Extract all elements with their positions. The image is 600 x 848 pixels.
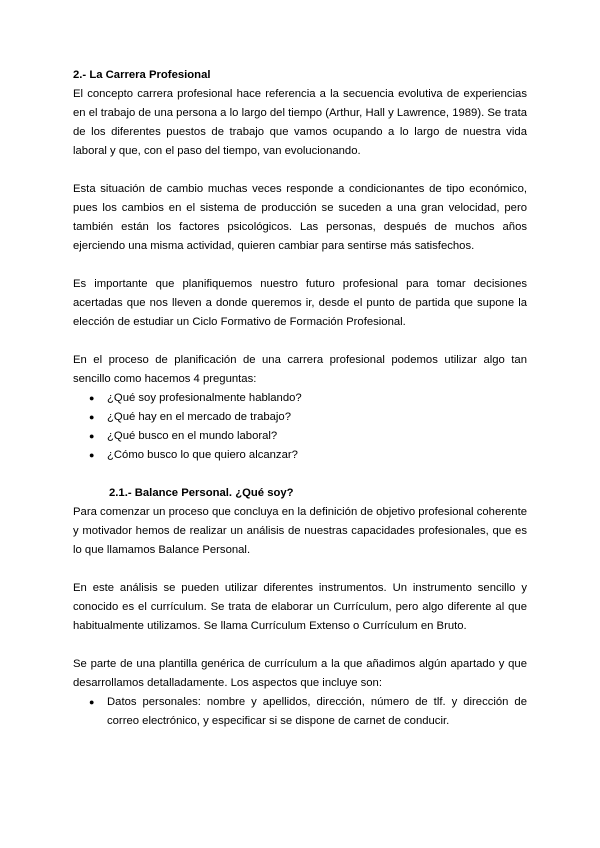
bullet-icon: ● xyxy=(89,431,95,441)
paragraph-spacer xyxy=(73,560,527,579)
bullet-icon: ● xyxy=(89,393,95,403)
list-item xyxy=(89,693,527,731)
paragraph-spacer xyxy=(73,332,527,351)
list-item xyxy=(89,408,527,427)
paragraph: Para comenzar un proceso que concluya en la definición de objetivo profesional coherente y motivador hemos de realizar un análisis de nuestras capacidades profesionales, que es lo que llamamos Balance Personal. xyxy=(73,506,527,556)
paragraph-spacer xyxy=(73,256,527,275)
questions-list xyxy=(73,389,527,465)
paragraph-spacer xyxy=(73,161,527,180)
paragraph: El concepto carrera profesional hace referencia a la secuencia evolutiva de experiencias en el trabajo de una persona a lo largo del tiempo (Arthur, Hall y Lawrence, 1989). Se trata de los diferentes puestos de trabajo que vamos ocupando a lo largo de nuestra vida laboral y que, con el paso del tiempo, van evolucionando. xyxy=(73,88,527,157)
bullet-icon: ● xyxy=(89,450,95,460)
paragraph: Se parte de una plantilla genérica de currículum a la que añadimos algún apartado y que desarrollamos detalladamente. Los aspectos que incluye son: xyxy=(73,658,527,689)
bullet-icon: ● xyxy=(89,697,95,707)
list-item-text: ¿Cómo busco lo que quiero alcanzar? xyxy=(107,449,298,461)
list-item-text: ¿Qué soy profesionalmente hablando? xyxy=(107,392,302,404)
paragraph: Es importante que planifiquemos nuestro futuro profesional para tomar decisiones acertadas que nos lleven a donde queremos ir, desde el punto de partida que supone la elección de estudiar un Ciclo Formativo de Formación Profesional. xyxy=(73,278,527,328)
list-item-text: ¿Qué busco en el mundo laboral? xyxy=(107,430,278,442)
list-item xyxy=(89,427,527,446)
list-item-text: Datos personales: nombre y apellidos, dirección, número de tlf. y dirección de correo electrónico, y especificar si se dispone de carnet de conducir. xyxy=(107,696,527,727)
list-item xyxy=(89,389,527,408)
subsection-heading: 2.1.- Balance Personal. ¿Qué soy? xyxy=(109,487,294,499)
bullet-icon: ● xyxy=(89,412,95,422)
list-item xyxy=(89,446,527,465)
paragraph-spacer xyxy=(73,465,527,484)
paragraph: En este análisis se pueden utilizar diferentes instrumentos. Un instrumento sencillo y conocido es el currículum. Se trata de elaborar un Currículum, pero algo diferente al que habitualmente utilizamos. Se llama Currículum Extenso o Currículum en Bruto. xyxy=(73,582,527,632)
list-item-text: ¿Qué hay en el mercado de trabajo? xyxy=(107,411,291,423)
paragraph-spacer xyxy=(73,636,527,655)
aspects-list xyxy=(73,693,527,731)
paragraph: Esta situación de cambio muchas veces responde a condicionantes de tipo económico, pues los cambios en el sistema de producción se suceden a una gran velocidad, pero también están los factores psicológicos. Las personas, después de muchos años ejerciendo una misma actividad, quieren cambiar para sentirse más satisfechos. xyxy=(73,183,527,252)
paragraph: En el proceso de planificación de una carrera profesional podemos utilizar algo tan sencillo como hacemos 4 preguntas: xyxy=(73,354,527,385)
section-heading: 2.- La Carrera Profesional xyxy=(73,69,211,81)
